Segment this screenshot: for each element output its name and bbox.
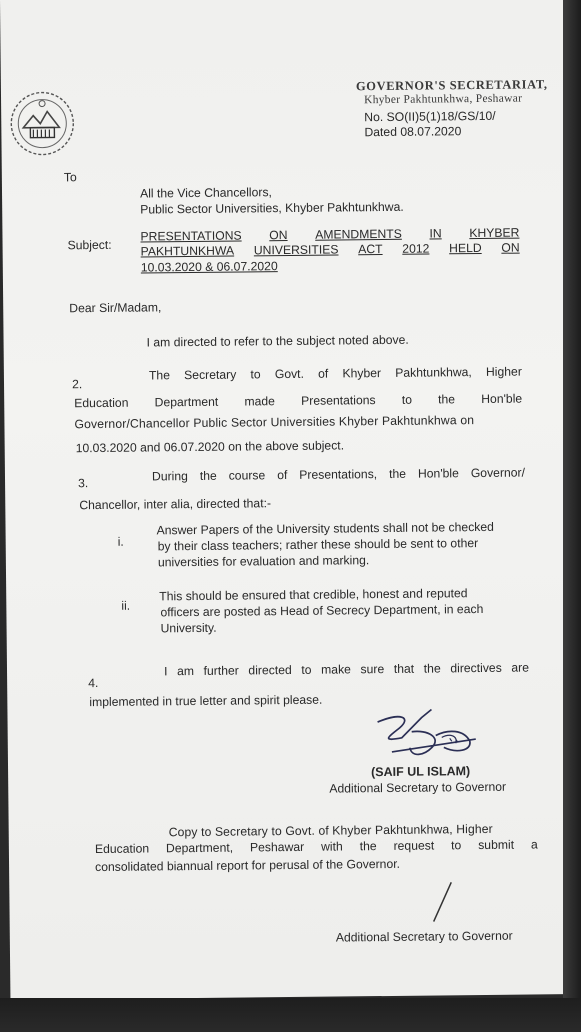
paragraph-3-line-1: During the course of Presentations, the Hon'ble Governor/ — [151, 465, 526, 484]
paragraph-4-line-2: implemented in true letter and spirit please. — [89, 692, 323, 710]
to-label: To — [63, 170, 77, 185]
addressee-line-1: All the Vice Chancellors, — [139, 185, 272, 201]
paragraph-2-line-1: The Secretary to Govt. of Khyber Pakhtunkhwa, Higher — [148, 364, 522, 383]
list-item-marker: ii. — [121, 598, 131, 613]
paragraph-2-line-4: 10.03.2020 and 06.07.2020 on the above subject. — [75, 438, 345, 456]
paragraph-3-number: 3. — [77, 476, 89, 491]
list-item-line: by their class teachers; rather these should be sent to other — [157, 536, 479, 554]
signature — [371, 707, 482, 768]
header-office: GOVERNOR'S SECRETARIAT, — [355, 77, 548, 94]
background-edge — [0, 998, 581, 1032]
paragraph-2-line-2: Education Department made Presentations to the Hon'ble — [74, 391, 523, 411]
list-item-line: University. — [160, 620, 217, 636]
copy-line-3: consolidated biannual report for perusal of the Governor. — [95, 856, 401, 875]
footer-designation: Additional Secretary to Governor — [335, 928, 513, 945]
list-item-line: Answer Papers of the University students shall not be checked — [156, 519, 494, 538]
subject-line-3: 10.03.2020 & 06.07.2020 — [140, 259, 278, 275]
background-edge — [563, 0, 581, 1032]
initials-mark — [427, 879, 457, 925]
header-dated: Dated 08.07.2020 — [364, 124, 462, 140]
paragraph-4-line-1: I am further directed to make sure that the directives are — [163, 660, 530, 679]
salutation: Dear Sir/Madam, — [69, 300, 162, 316]
copy-line-2: Education Department, Peshawar with the request to submit a — [94, 837, 538, 857]
addressee-line-2: Public Sector Universities, Khyber Pakhtunkhwa. — [140, 199, 404, 217]
header-location: Khyber Pakhtunkhwa, Peshawar — [364, 92, 523, 107]
subject-line-2: PAKHTUNKHWA UNIVERSITIES ACT 2012 HELD ON — [140, 240, 520, 259]
copy-line-1: Copy to Secretary to Govt. of Khyber Pakhtunkhwa, Higher — [168, 821, 493, 840]
header-number: No. SO(II)5(1)18/GS/10/ — [364, 108, 496, 125]
list-item-line: officers are posted as Head of Secrecy Department, in each — [160, 601, 484, 620]
list-item-line: universities for evaluation and marking. — [157, 553, 370, 570]
paragraph-2-number: 2. — [71, 377, 83, 392]
paragraph-4-number: 4. — [88, 676, 99, 691]
paragraph-1: I am directed to refer to the subject noted above. — [146, 332, 409, 350]
signatory-designation: Additional Secretary to Governor — [329, 779, 507, 796]
emblem-logo — [7, 87, 78, 160]
paragraph-3-line-2: Chancellor, inter alia, directed that:- — [79, 496, 272, 513]
list-item-marker: i. — [117, 534, 124, 549]
subject-label: Subject: — [67, 237, 112, 253]
paragraph-2-line-3: Governor/Chancellor Public Sector Universities Khyber Pakhtunkhwa on — [74, 413, 475, 432]
list-item-line: This should be ensured that credible, honest and reputed — [159, 586, 468, 604]
signatory-name: (SAIF UL ISLAM) — [371, 764, 471, 780]
subject-line-1: PRESENTATIONS ON AMENDMENTS IN KHYBER — [140, 225, 520, 244]
